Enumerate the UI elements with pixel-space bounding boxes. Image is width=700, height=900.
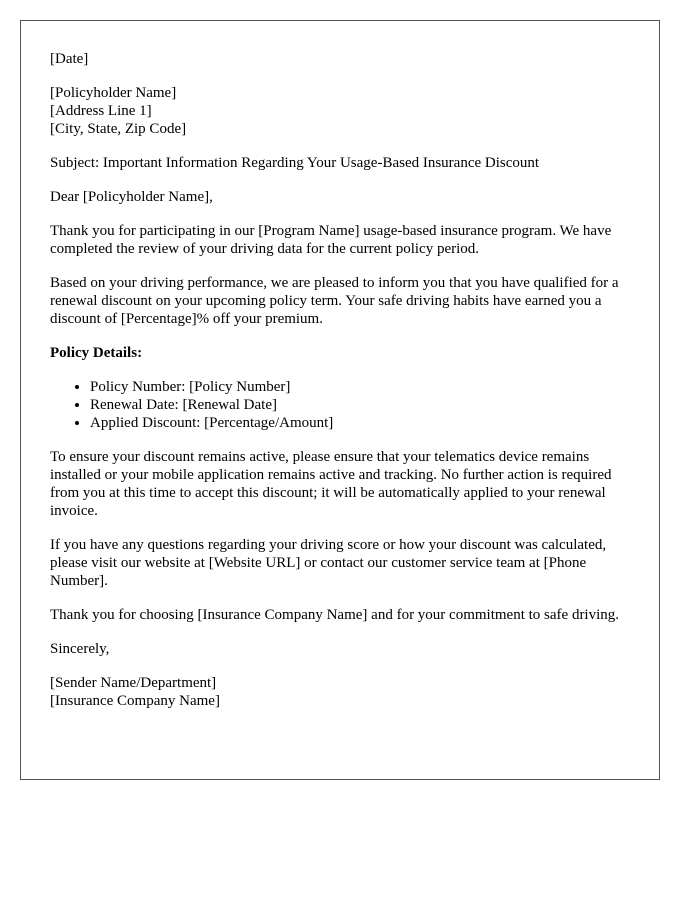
list-item-applied-discount: • Applied Discount: [Percentage/Amount] [90, 414, 640, 432]
recipient-address [50, 84, 640, 138]
letter-subject: Subject: Important Information Regarding Your Usage-Based Insurance Discount [50, 155, 540, 171]
policy-details-list [50, 378, 640, 432]
list-item-policy-number: • Policy Number: [Policy Number] [90, 378, 640, 396]
recipient-address-line-1: [Address Line 1] [50, 103, 152, 119]
letter-closing: Sincerely, [50, 641, 110, 657]
signature-sender: [Sender Name/Department] [50, 675, 217, 691]
paragraph-thanks: Thank you for choosing [Insurance Company Name] and for your commitment to safe driving. [50, 607, 620, 623]
signature-company: [Insurance Company Name] [50, 693, 220, 709]
letter-greeting: Dear [Policyholder Name], [50, 189, 213, 205]
paragraph-intro: Thank you for participating in our [Program Name] usage-based insurance program. We have completed the review of your driving data for the current policy period. [50, 223, 612, 257]
paragraph-discount: Based on your driving performance, we are pleased to inform you that you have qualified for a renewal discount on your upcoming policy term. Your safe driving habits have earned you a discount of [Percentage]% off your premium. [50, 275, 619, 327]
recipient-city-state-zip: [City, State, Zip Code] [50, 121, 187, 137]
list-item-renewal-date: • Renewal Date: [Renewal Date] [90, 396, 640, 414]
letter-frame [20, 20, 660, 780]
paragraph-contact: If you have any questions regarding your driving score or how your discount was calculated, please visit our website at [Website URL] or contact our customer service team at [Phone Number]. [50, 537, 607, 589]
recipient-name: [Policyholder Name] [50, 85, 177, 101]
signature-block [50, 674, 640, 710]
policy-details-heading: Policy Details: [50, 345, 143, 361]
letter-date: [Date] [50, 51, 89, 67]
paragraph-requirements: To ensure your discount remains active, please ensure that your telematics device remains installed or your mobile application remains active and tracking. No further action is required from you at this time to accept this discount; it will be automatically applied to your renewal invoice. [50, 449, 612, 519]
letter-body [50, 50, 640, 726]
